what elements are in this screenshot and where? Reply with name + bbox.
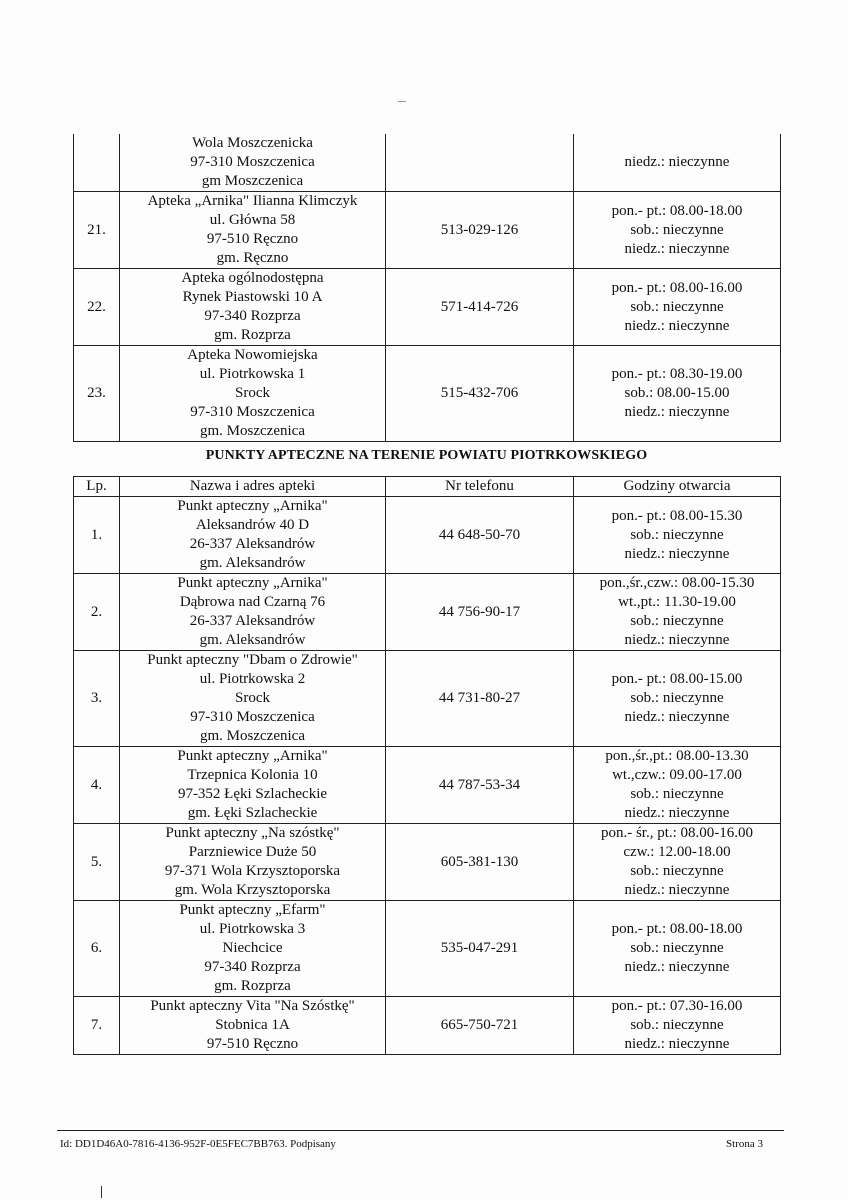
hours-line: pon.- pt.: 08.00-16.00: [611, 279, 743, 296]
address-line: Parzniewice Duże 50: [188, 844, 317, 860]
table-row: [74, 901, 781, 997]
address-line: gm. Moszczenica: [200, 423, 305, 439]
hours-line: pon.- pt.: 07.30-16.00: [611, 998, 743, 1014]
hours-line: sob.: nieczynne: [630, 940, 724, 956]
hours-line: pon.- pt.: 08.00-15.30: [611, 507, 743, 524]
hours-line: pon.- pt.: 08.00-18.00: [611, 202, 743, 219]
table-row: [74, 192, 781, 269]
address-line: 26-337 Aleksandrów: [189, 536, 316, 552]
pharmacy-points-table: [73, 476, 781, 1055]
phone-number: 571-414-726: [386, 269, 574, 346]
row-number: 6.: [74, 901, 120, 997]
table-row: [74, 574, 781, 651]
hours-line: sob.: nieczynne: [630, 221, 724, 238]
pharmacy-name-address: [120, 346, 386, 442]
table-body: [74, 134, 781, 442]
hours-line: sob.: nieczynne: [630, 786, 724, 802]
pharmacy-name-address: [120, 269, 386, 346]
pharmacy-name-address: [120, 651, 386, 747]
header-phone: Nr telefonu: [386, 477, 574, 497]
address-line: Aleksandrów 40 D: [195, 517, 310, 533]
table-row: [74, 134, 781, 192]
address-line: ul. Piotrkowska 1: [199, 366, 306, 382]
row-number: 2.: [74, 574, 120, 651]
table-body: [74, 497, 781, 1055]
hours-line: sob.: nieczynne: [630, 298, 724, 315]
hours-line: niedz.: nieczynne: [624, 240, 730, 257]
page-number: Strona 3: [726, 1138, 763, 1150]
table-row: [74, 651, 781, 747]
address-line: gm. Aleksandrów: [199, 632, 306, 648]
pharmacy-name-address: [120, 192, 386, 269]
pharmacy-name-address: [120, 134, 386, 192]
phone-number: 535-047-291: [386, 901, 574, 997]
address-line: 97-510 Ręczno: [206, 231, 299, 247]
address-line: gm. Rozprza: [214, 327, 291, 343]
address-line: Srock: [235, 385, 270, 401]
opening-hours: [574, 901, 781, 997]
address-line: Srock: [235, 690, 270, 706]
address-line: gm. Wola Krzysztoporska: [174, 882, 331, 898]
phone-number: 605-381-130: [386, 824, 574, 901]
table-row: [74, 747, 781, 824]
table-row: [74, 997, 781, 1055]
hours-line: niedz.: nieczynne: [624, 882, 730, 898]
header-lp: Lp.: [74, 477, 120, 497]
address-line: Stobnica 1A: [215, 1017, 290, 1033]
hours-line: pon.- śr., pt.: 08.00-16.00: [600, 825, 754, 841]
opening-hours: [574, 497, 781, 574]
footer-divider: [57, 1130, 784, 1131]
phone-number: 44 787-53-34: [386, 747, 574, 824]
header-name-address: Nazwa i adres apteki: [120, 477, 386, 497]
opening-hours: [574, 824, 781, 901]
hours-line: sob.: nieczynne: [630, 863, 724, 879]
phone-number: [386, 134, 574, 192]
pharmacy-name-address: [120, 824, 386, 901]
phone-number: 44 756-90-17: [386, 574, 574, 651]
hours-line: niedz.: nieczynne: [624, 404, 730, 420]
address-line: ul. Główna 58: [209, 212, 296, 228]
address-line: Dąbrowa nad Czarną 76: [179, 594, 326, 610]
address-line: gm. Aleksandrów: [199, 555, 306, 571]
row-number: 7.: [74, 997, 120, 1055]
address-line: Punkt apteczny „Arnika": [177, 498, 328, 514]
document-id: Id: DD1D46A0-7816-4136-952F-0E5FEC7BB763. Podpisany: [60, 1138, 336, 1150]
hours-line: pon.,śr.,pt.: 08.00-13.30: [605, 748, 749, 764]
pharmacy-name-address: [120, 497, 386, 574]
opening-hours: [574, 997, 781, 1055]
row-number: 21.: [74, 192, 120, 269]
table-row: [74, 269, 781, 346]
phone-number: 44 731-80-27: [386, 651, 574, 747]
hours-line: czw.: 12.00-18.00: [623, 844, 731, 860]
hours-line: niedz.: nieczynne: [624, 709, 730, 725]
address-line: gm. Rozprza: [214, 978, 291, 994]
row-number: 1.: [74, 497, 120, 574]
hours-line: pon.- pt.: 08.30-19.00: [611, 366, 743, 382]
address-line: Wola Moszczenicka: [192, 135, 313, 151]
pharmacy-name-address: [120, 901, 386, 997]
address-line: 97-340 Rozprza: [204, 959, 301, 975]
phone-number: 665-750-721: [386, 997, 574, 1055]
address-line: 97-310 Moszczenica: [190, 709, 315, 725]
pharmacy-name-address: [120, 997, 386, 1055]
address-line: Punkt apteczny „Na szóstkę": [165, 825, 340, 841]
scan-mark: [101, 1186, 102, 1198]
address-line: 97-371 Wola Krzysztoporska: [164, 863, 341, 879]
address-line: gm Moszczenica: [201, 173, 304, 189]
row-number: 22.: [74, 269, 120, 346]
address-line: Punkt apteczny "Dbam o Zdrowie": [147, 652, 358, 668]
opening-hours: [574, 747, 781, 824]
hours-line: wt.,pt.: 11.30-19.00: [618, 594, 736, 610]
row-number: 3.: [74, 651, 120, 747]
address-line: 97-340 Rozprza: [204, 308, 301, 324]
address-line: 97-510 Ręczno: [206, 1036, 299, 1052]
pharmacy-name-address: [120, 747, 386, 824]
address-line: Apteka „Arnika" Ilianna Klimczyk: [147, 193, 358, 209]
hours-line: niedz.: nieczynne: [624, 317, 730, 334]
address-line: Punkt apteczny „Arnika": [177, 575, 328, 591]
address-line: Trzepnica Kolonia 10: [187, 767, 318, 783]
scan-mark: [398, 101, 406, 102]
address-line: Punkt apteczny „Arnika": [177, 748, 328, 764]
hours-line: sob.: nieczynne: [630, 690, 724, 706]
address-line: Niechcice: [222, 940, 283, 956]
address-line: gm. Łęki Szlacheckie: [187, 805, 318, 821]
hours-line: niedz.: nieczynne: [624, 154, 730, 170]
opening-hours: [574, 346, 781, 442]
opening-hours: [574, 192, 781, 269]
hours-line: niedz.: nieczynne: [624, 545, 730, 562]
address-line: 97-352 Łęki Szlacheckie: [177, 786, 328, 802]
table-row: [74, 824, 781, 901]
address-line: 26-337 Aleksandrów: [189, 613, 316, 629]
hours-line: sob.: nieczynne: [630, 613, 724, 629]
table-header: [74, 477, 781, 497]
phone-number: 515-432-706: [386, 346, 574, 442]
hours-line: sob.: nieczynne: [630, 526, 724, 543]
hours-line: sob.: 08.00-15.00: [624, 385, 730, 401]
section-title: PUNKTY APTECZNE NA TERENIE POWIATU PIOTRKOWSKIEGO: [205, 448, 648, 463]
row-number: [74, 134, 120, 192]
address-line: Apteka Nowomiejska: [187, 347, 318, 363]
hours-line: pon.- pt.: 08.00-15.00: [611, 671, 743, 687]
row-number: 4.: [74, 747, 120, 824]
address-line: 97-310 Moszczenica: [190, 404, 315, 420]
table-row: [74, 346, 781, 442]
hours-line: niedz.: nieczynne: [624, 1036, 730, 1052]
opening-hours: [574, 134, 781, 192]
opening-hours: [574, 574, 781, 651]
address-line: ul. Piotrkowska 2: [199, 671, 306, 687]
pharmacy-name-address: [120, 574, 386, 651]
phone-number: 513-029-126: [386, 192, 574, 269]
address-line: Rynek Piastowski 10 A: [182, 289, 323, 305]
phone-number: 44 648-50-70: [386, 497, 574, 574]
opening-hours: [574, 651, 781, 747]
hours-line: pon.,śr.,czw.: 08.00-15.30: [599, 575, 755, 591]
address-line: ul. Piotrkowska 3: [199, 921, 306, 937]
address-line: Apteka ogólnodostępna: [181, 270, 324, 286]
hours-line: niedz.: nieczynne: [624, 805, 730, 821]
hours-line: niedz.: nieczynne: [624, 959, 730, 975]
header-hours: Godziny otwarcia: [574, 477, 781, 497]
pharmacy-table-continued: [73, 134, 781, 442]
row-number: 23.: [74, 346, 120, 442]
opening-hours: [574, 269, 781, 346]
hours-line: pon.- pt.: 08.00-18.00: [611, 921, 743, 937]
table-row: [74, 497, 781, 574]
address-line: gm. Ręczno: [216, 250, 289, 266]
hours-line: niedz.: nieczynne: [624, 632, 730, 648]
address-line: 97-310 Moszczenica: [190, 154, 315, 170]
header-row: [74, 477, 781, 497]
address-line: gm. Moszczenica: [200, 728, 305, 744]
address-line: Punkt apteczny „Efarm": [179, 902, 326, 918]
hours-line: sob.: nieczynne: [630, 1017, 724, 1033]
address-line: Punkt apteczny Vita "Na Szóstkę": [150, 998, 355, 1014]
hours-line: wt.,czw.: 09.00-17.00: [612, 767, 742, 783]
row-number: 5.: [74, 824, 120, 901]
